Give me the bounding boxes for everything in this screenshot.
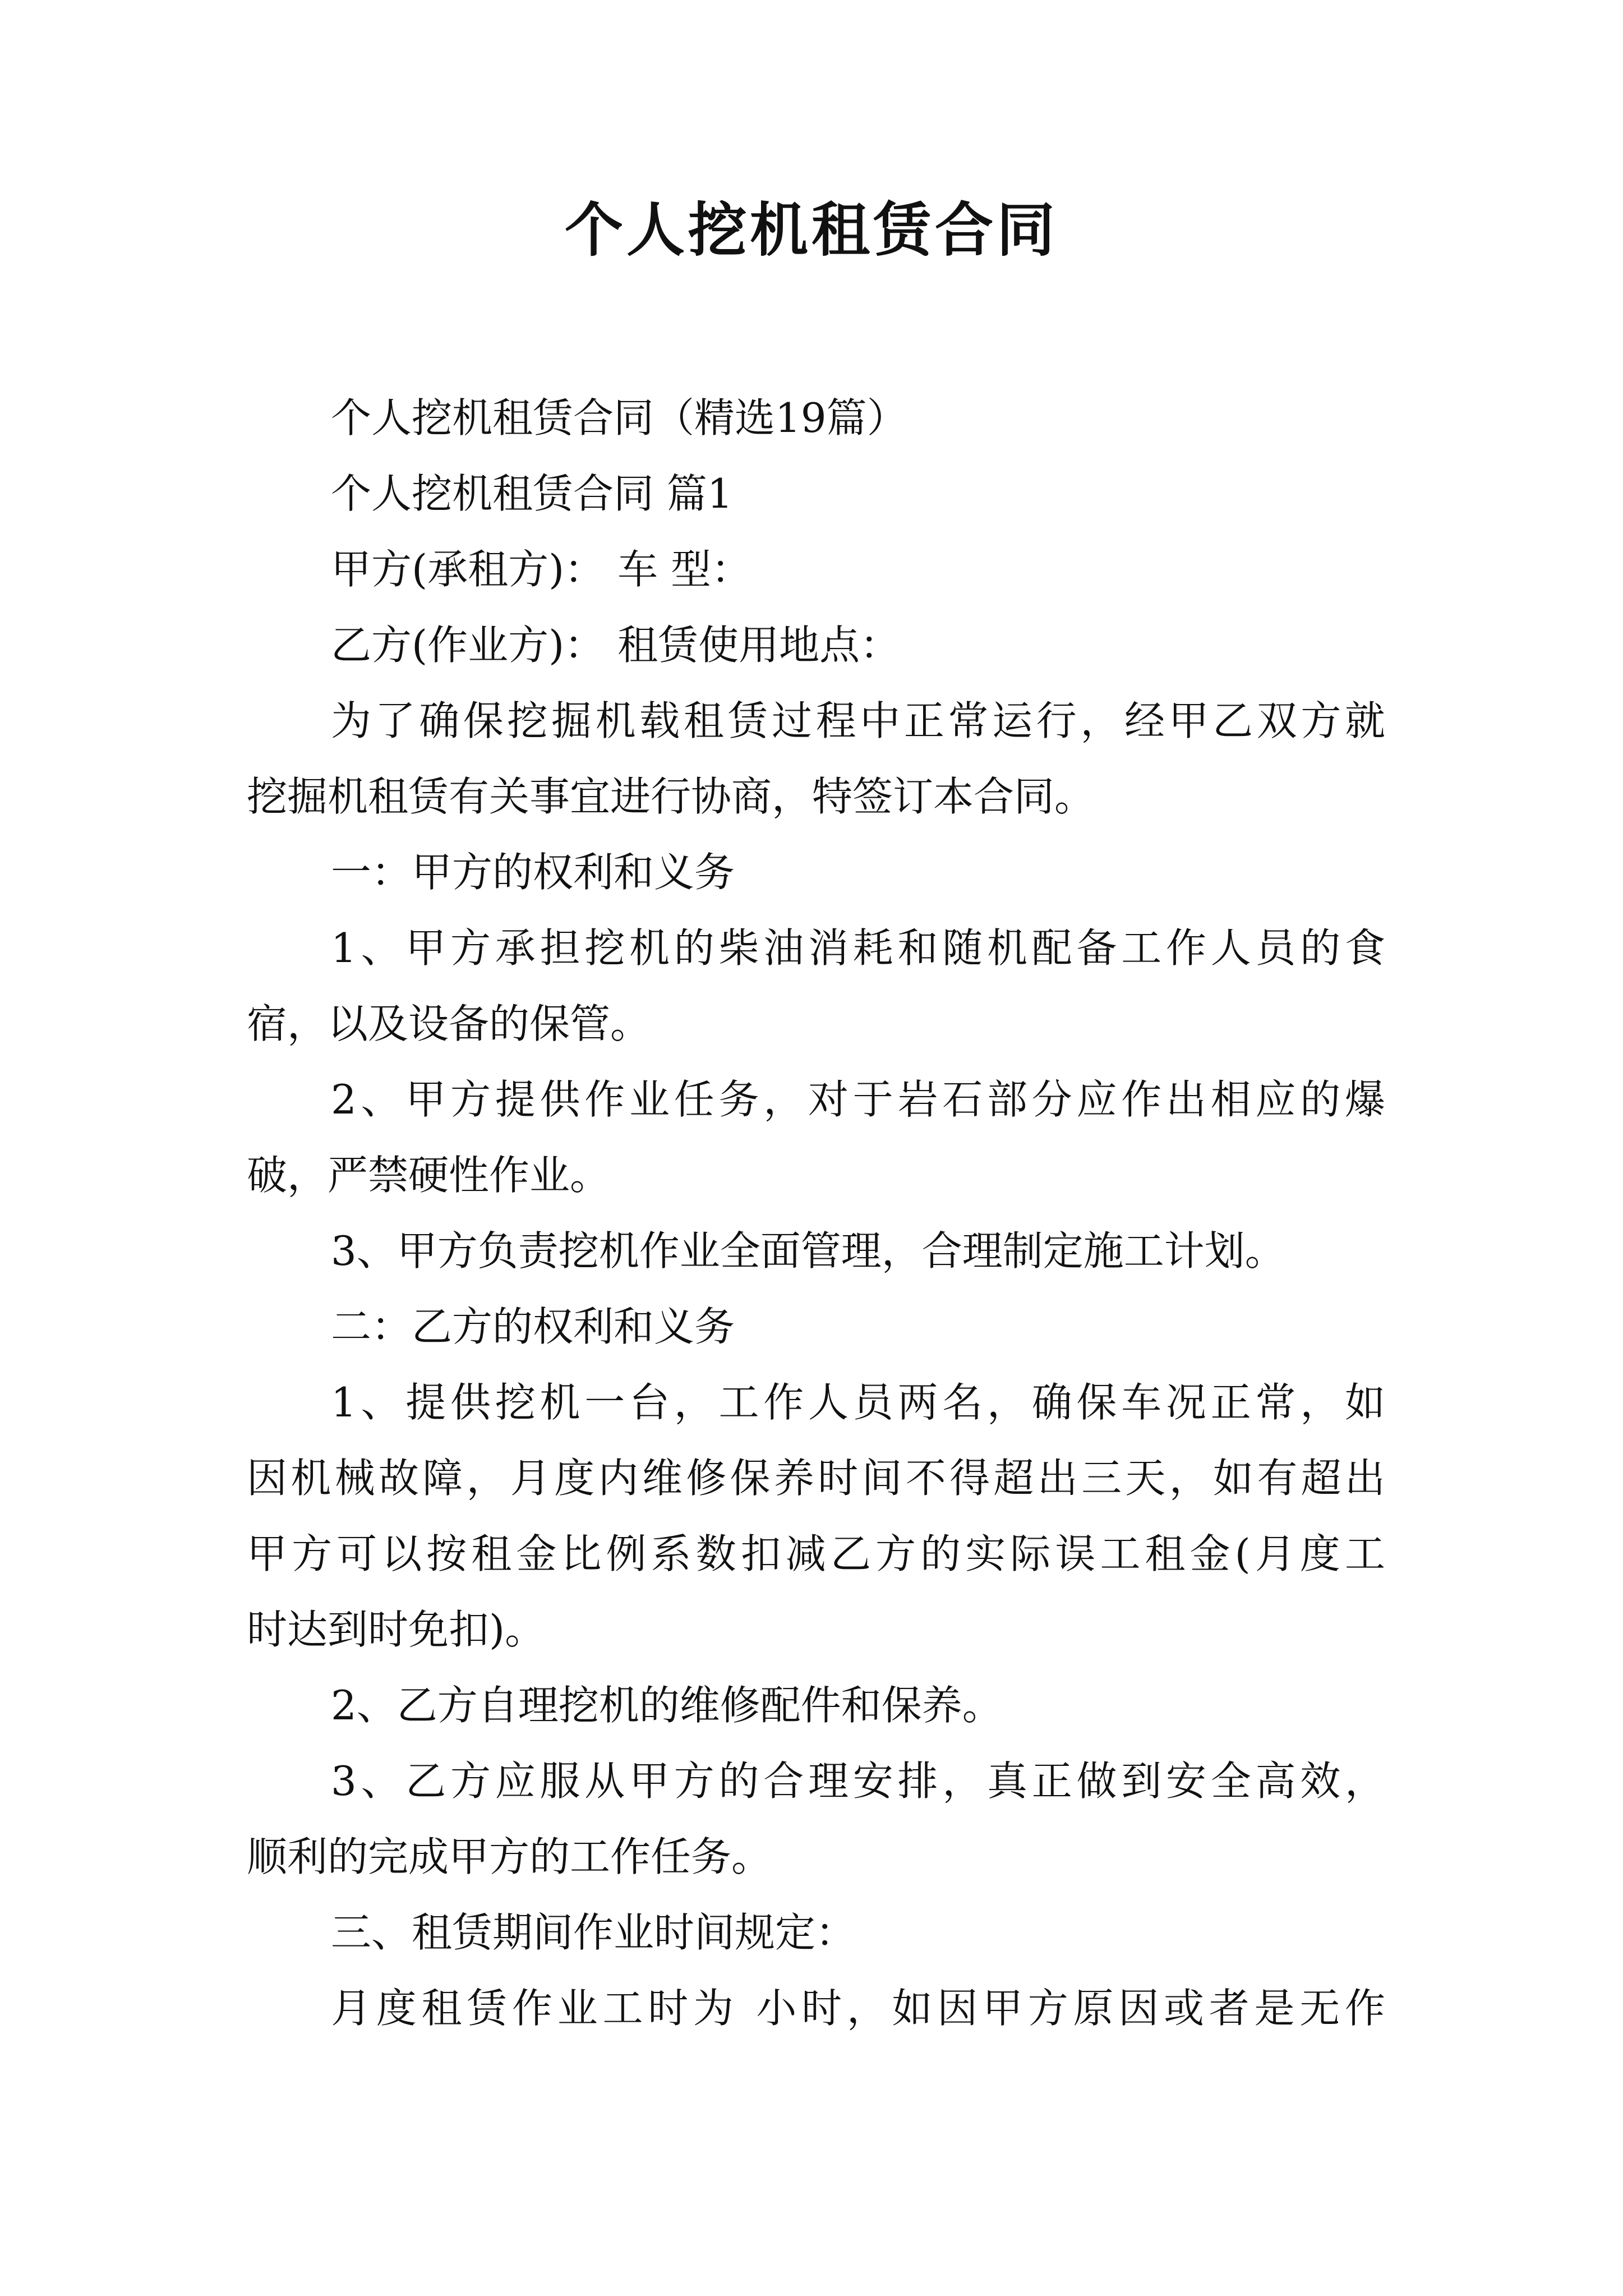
party-a-line: 甲方(承租方)： 车 型： [331, 546, 751, 593]
paragraph-line: 破，严禁硬性作业。 [247, 1152, 611, 1199]
paragraph-line: 2、乙方自理挖机的维修配件和保养。 [331, 1682, 1003, 1729]
paragraph-line: 1、提供挖机一台，工作人员两名，确保车况正常，如 [331, 1379, 1385, 1426]
paragraph-line: 因机械故障，月度内维修保养时间不得超出三天，如有超出 [247, 1455, 1385, 1502]
paragraph-line: 顺利的完成甲方的工作任务。 [247, 1833, 772, 1880]
paragraph-line: 挖掘机租赁有关事宜进行协商，特签订本合同。 [247, 773, 1095, 820]
paragraph-line: 时达到时免扣)。 [247, 1606, 546, 1653]
section-heading: 二：乙方的权利和义务 [331, 1303, 735, 1350]
paragraph-line: 为了确保挖掘机载租赁过程中正常运行，经甲乙双方就 [331, 697, 1385, 744]
paragraph-line: 3、乙方应服从甲方的合理安排，真正做到安全高效， [331, 1757, 1385, 1805]
paragraph-line: 甲方可以按租金比例系数扣减乙方的实际误工租金(月度工 [247, 1530, 1385, 1577]
paragraph-line: 3、甲方负责挖机作业全面管理，合理制定施工计划。 [331, 1227, 1285, 1274]
party-b-line: 乙方(作业方)： 租赁使用地点： [331, 622, 901, 669]
section-heading: 三、租赁期间作业时间规定： [331, 1909, 856, 1956]
paragraph-line: 2、甲方提供作业任务，对于岩石部分应作出相应的爆 [331, 1076, 1385, 1123]
paragraph-line: 月度租赁作业工时为 小时，如因甲方原因或者是无作 [331, 1985, 1385, 2032]
section-heading: 个人挖机租赁合同 篇1 [331, 470, 733, 517]
section-heading: 一：甲方的权利和义务 [331, 849, 735, 896]
doc-subtitle: 个人挖机租赁合同（精选19篇） [331, 394, 907, 441]
document-title: 个人挖机租赁合同 [564, 195, 1058, 264]
paragraph-line: 宿，以及设备的保管。 [247, 1000, 651, 1047]
paragraph-line: 1、甲方承担挖机的柴油消耗和随机配备工作人员的食 [331, 924, 1385, 972]
